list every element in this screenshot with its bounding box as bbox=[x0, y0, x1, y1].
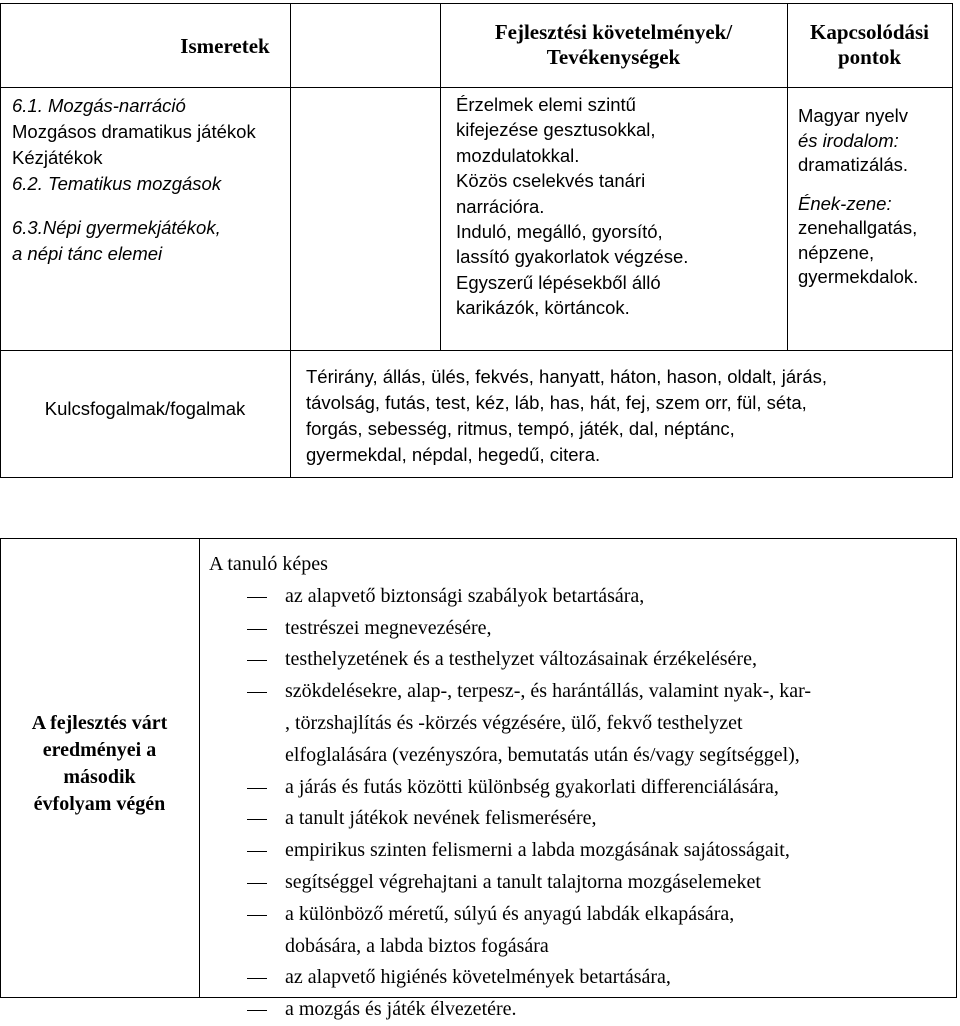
eredmenyek-label: A fejlesztés várt eredményei a második évfolyam végén bbox=[31, 712, 168, 815]
dash-bullet-icon bbox=[247, 915, 267, 916]
bullet-item-line: elfoglalására (vezényszóra, bemutatás után és/vagy segítséggel), bbox=[285, 743, 800, 766]
bullet-item bbox=[209, 676, 954, 771]
bullet-item bbox=[209, 962, 954, 994]
table1-border-right bbox=[952, 3, 953, 478]
header-fejlesztesi: Fejlesztési követelmények/ Tevékenységek bbox=[494, 20, 733, 69]
bullet-item bbox=[209, 613, 954, 645]
bullet-list bbox=[209, 581, 954, 1026]
fejlesztesi-line: Induló, megálló, gyorsító, bbox=[456, 221, 663, 243]
kapcsolodasi-line: és irodalom: bbox=[798, 129, 899, 151]
bullet-item-line: a tanult játékok nevének felismerésére, bbox=[285, 807, 597, 830]
bullet-item bbox=[209, 835, 954, 867]
ismeretek-line: 6.1. Mozgás-narráció bbox=[12, 95, 186, 116]
table1-header-divider bbox=[0, 87, 952, 88]
bullet-item bbox=[209, 803, 954, 835]
kulcsfogalmak-line: gyermekdal, népdal, hegedű, citera. bbox=[306, 444, 601, 465]
dash-bullet-icon bbox=[247, 851, 267, 852]
bullet-item-line: a különböző méretű, súlyú és anyagú labdák elkapására, bbox=[285, 902, 735, 925]
bullet-item bbox=[209, 644, 954, 676]
bullet-item bbox=[209, 899, 954, 963]
dash-bullet-icon bbox=[247, 597, 267, 598]
header-ismeretek: Ismeretek bbox=[180, 34, 270, 58]
ismeretek-line: 6.3.Népi gyermekjátékok, bbox=[12, 217, 221, 238]
table1-border-bottom bbox=[0, 477, 952, 478]
dash-bullet-icon bbox=[247, 819, 267, 820]
dash-bullet-icon bbox=[247, 660, 267, 661]
bullet-item-line: , törzshajlítás és -körzés végzésére, ülő, fekvő testhelyzet bbox=[285, 711, 743, 734]
fejlesztesi-line: lassító gyakorlatok végzése. bbox=[456, 246, 689, 268]
kulcsfogalmak-line: Térirány, állás, ülés, fekvés, hanyatt, háton, hason, oldalt, járás, bbox=[306, 366, 828, 387]
ismeretek-line: Mozgásos dramatikus játékok bbox=[12, 121, 256, 142]
table2-border-right bbox=[956, 538, 957, 998]
bullet-item-line: segítséggel végrehajtani a tanult talajtorna mozgáselemeket bbox=[285, 870, 761, 893]
dash-bullet-icon bbox=[247, 978, 267, 979]
bullet-item bbox=[209, 867, 954, 899]
fejlesztesi-list bbox=[456, 92, 786, 321]
bullet-item-line: dobására, a labda biztos fogására bbox=[285, 934, 549, 957]
bullet-item-line: testrészei megnevezésére, bbox=[285, 616, 492, 639]
fejlesztesi-line: narrációra. bbox=[456, 195, 545, 217]
header-kapcsolodasi: Kapcsolódási pontok bbox=[809, 20, 930, 69]
bullet-item bbox=[209, 772, 954, 804]
kapcsolodasi-list bbox=[798, 104, 952, 290]
kapcsolodasi-line: Magyar nyelv bbox=[798, 105, 909, 126]
ismeretek-spacer bbox=[12, 197, 288, 211]
kapcsolodasi-line: Ének-zene: bbox=[798, 192, 892, 214]
bullet-item-line: az alapvető biztonsági szabályok betartására, bbox=[285, 584, 645, 607]
dash-bullet-icon bbox=[247, 692, 267, 693]
fejlesztesi-line: karikázók, körtáncok. bbox=[456, 297, 630, 319]
fejlesztesi-line: Egyszerű lépésekből álló bbox=[456, 271, 661, 293]
bullet-item-line: a mozgás és játék élvezetére. bbox=[285, 998, 517, 1021]
kulcsfogalmak-line: forgás, sebesség, ritmus, tempó, játék, dal, néptánc, bbox=[306, 418, 735, 439]
table1-col-divider-1 bbox=[290, 3, 291, 478]
bullet-item-line: a járás és futás közötti különbség gyakorlati differenciálására, bbox=[285, 775, 779, 798]
kapcsolodasi-line: dramatizálás. bbox=[798, 154, 909, 175]
kulcsfogalmak-label: Kulcsfogalmak/fogalmak bbox=[44, 398, 246, 419]
ismeretek-line: 6.2. Tematikus mozgások bbox=[12, 173, 222, 194]
bullet-item-line: szökdelésekre, alap-, terpesz-, és harántállás, valamint nyak-, kar- bbox=[285, 680, 812, 703]
ismeretek-line: a népi tánc elemei bbox=[12, 243, 163, 264]
table2-col-divider bbox=[199, 538, 200, 998]
kapcsolodasi-line: népzene, bbox=[798, 241, 875, 263]
dash-bullet-icon bbox=[247, 883, 267, 884]
kapcsolodasi-line: zenehallgatás, bbox=[798, 217, 918, 238]
fejlesztesi-line: mozdulatokkal. bbox=[456, 144, 580, 166]
table2-border-top bbox=[0, 538, 957, 539]
fejlesztesi-line: Érzelmek elemi szintű bbox=[456, 94, 636, 115]
dash-bullet-icon bbox=[247, 1010, 267, 1011]
fejlesztesi-line: Közös cselekvés tanári bbox=[456, 170, 646, 192]
fejlesztesi-line: kifejezése gesztusokkal, bbox=[456, 119, 656, 141]
bullet-item-line: testhelyzetének és a testhelyzet változásainak érzékelésére, bbox=[285, 648, 757, 671]
bullet-item bbox=[209, 994, 954, 1026]
eredmenyek-content bbox=[209, 549, 954, 1026]
ismeretek-line: Kézjátékok bbox=[12, 147, 103, 168]
intro-text: A tanuló képes bbox=[209, 553, 328, 575]
dash-bullet-icon bbox=[247, 629, 267, 630]
table1-row-divider bbox=[0, 350, 952, 351]
kulcsfogalmak-line: távolság, futás, test, kéz, láb, has, hát, fej, szem orr, fül, séta, bbox=[306, 392, 807, 413]
ismeretek-list bbox=[12, 93, 288, 267]
kapcsolodasi-line: gyermekdalok. bbox=[798, 266, 919, 287]
bullet-item-line: az alapvető higiénés követelmények betartására, bbox=[285, 966, 671, 989]
bullet-item-line: empirikus szinten felismerni a labda mozgásának sajátosságait, bbox=[285, 839, 790, 862]
dash-bullet-icon bbox=[247, 788, 267, 789]
kulcsfogalmak-text bbox=[306, 364, 952, 468]
table1-border-top bbox=[0, 3, 952, 4]
bullet-item bbox=[209, 581, 954, 613]
